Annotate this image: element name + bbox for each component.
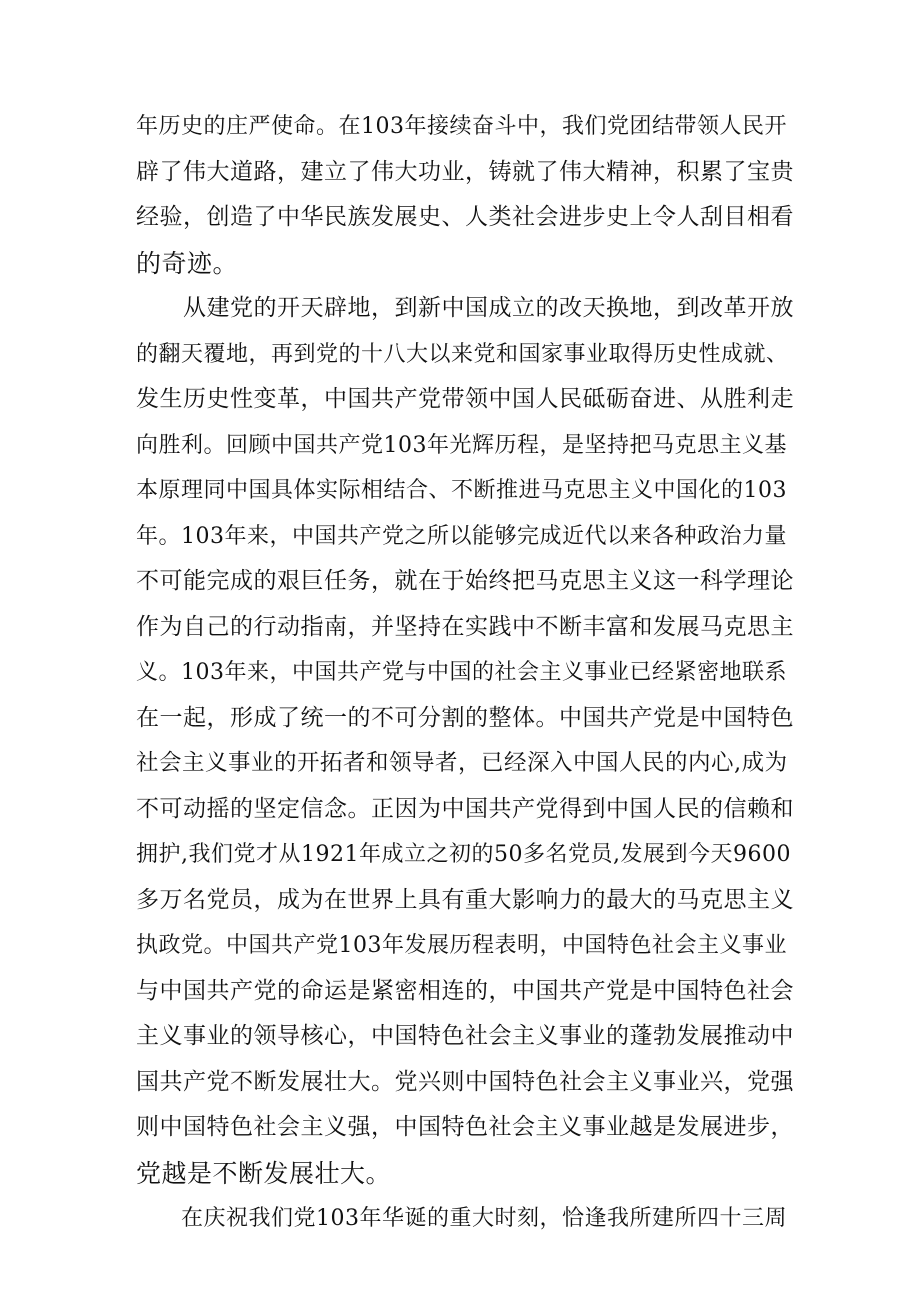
text-line: 执政党。中国共产党103年发展历程表明，中国特色社会主义事业 — [136, 933, 787, 958]
paragraph-2 — [136, 286, 796, 1196]
document-body — [136, 104, 796, 1242]
text-line: 社会主义事业的开拓者和领导者，已经深入中国人民的内心,成为 — [136, 750, 788, 776]
text-line: 向胜利。回顾中国共产党103年光辉历程，是坚持把马克思主义基 — [136, 432, 787, 458]
text-line: 从建党的开天辟地，到新中国成立的改天换地，到改革开放 — [136, 295, 794, 321]
text-line: 在庆祝我们党103年华诞的重大时刻，恰逢我所建所四十三周 — [136, 1206, 787, 1231]
text-line: 主义事业的领导核心，中国特色社会主义事业的蓬勃发展推动中 — [136, 1023, 794, 1049]
text-line: 年历史的庄严使命。在103年接续奋斗中，我们党团结带领人民开 — [136, 114, 787, 139]
text-line: 多万名党员，成为在世界上具有重大影响力的最大的马克思主义 — [136, 886, 794, 913]
paragraph-1 — [136, 104, 796, 286]
text-line: 年。103年来，中国共产党之所以能够完成近代以来各种政治力量 — [136, 523, 787, 549]
text-line: 不可动摇的坚定信念。正因为中国共产党得到中国人民的信赖和 — [136, 795, 794, 822]
text-line: 党越是不断发展壮大。 — [136, 1158, 392, 1188]
text-line: 的翻天覆地，再到党的十八大以来党和国家事业取得历史性成就、 — [136, 341, 789, 367]
text-line: 国共产党不断发展壮大。党兴则中国特色社会主义事业兴，党强 — [136, 1068, 794, 1095]
text-line: 与中国共产党的命运是紧密相连的，中国共产党是中国特色社会 — [136, 977, 794, 1004]
text-line: 辟了伟大道路，建立了伟大功业，铸就了伟大精神，积累了宝贵 — [136, 158, 794, 185]
text-line: 则中国特色社会主义强，中国特色社会主义事业越是发展进步， — [136, 1114, 794, 1140]
text-line: 经验，创造了中华民族发展史、人类社会进步史上令人刮目相看 — [136, 204, 794, 230]
text-line: 义。103年来，中国共产党与中国的社会主义事业已经紧密地联系 — [136, 660, 787, 685]
text-line: 发生历史性变革，中国共产党带领中国人民砥砺奋进、从胜利走 — [136, 386, 794, 412]
text-line: 作为自己的行动指南，并坚持在实践中不断丰富和发展马克思主 — [136, 613, 794, 640]
text-line: 的奇迹。 — [136, 248, 239, 278]
text-line: 在一起，形成了统一的不可分割的整体。中国共产党是中国特色 — [136, 704, 794, 731]
text-line: 不可能完成的艰巨任务，就在于始终把马克思主义这一科学理论 — [136, 568, 794, 594]
text-line: 本原理同中国具体实际相结合、不断推进马克思主义中国化的103 — [136, 478, 787, 503]
text-line: 拥护,我们党才从1921年成立之初的50多名党员,发展到今天9600 — [136, 842, 791, 867]
paragraph-3 — [136, 1196, 796, 1242]
